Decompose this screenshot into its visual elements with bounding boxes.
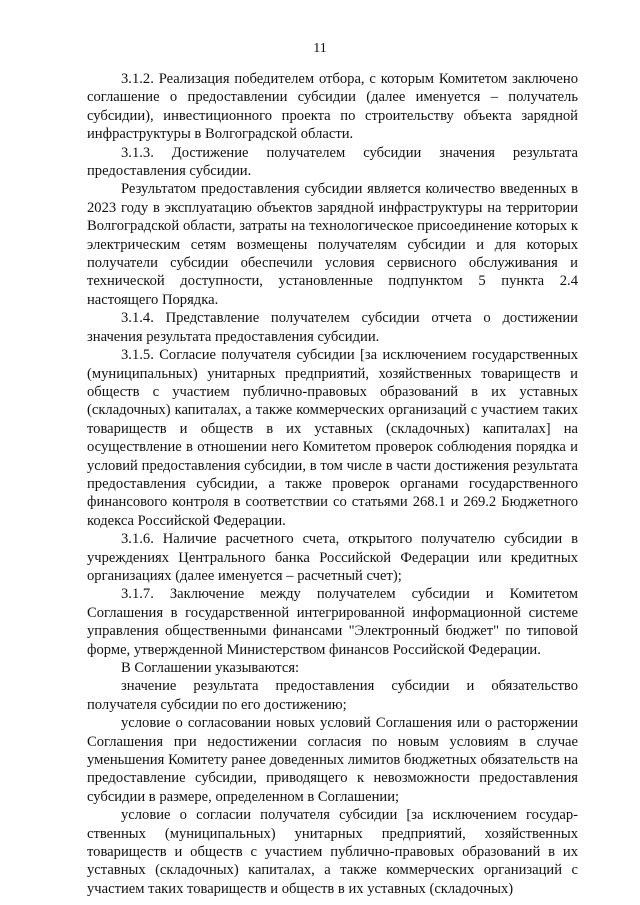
paragraph-3-1-5: 3.1.5. Согласие получателя субсидии [за исключением государственных (муниципальных) унитарных предприятий, хозяйственных товариществ и обществ с участием публично-правовых образований в их уставных (складочных) капиталах, а также коммерческих организаций с участием таких товариществ и обществ в их уставных (складочных) капиталах] на осуществление в отношении него Комитетом проверок соблюдения порядка и условий предоставления субсидии, в том числе в части достижения результата предоставления субсидии, а также проверок органами государственного финансового контроля в соответствии со статьями 268.1 и 269.2 Бюджетного кодекса Российской Федерации. bbox=[87, 347, 578, 529]
paragraph-result-definition: Результатом предоставления субсидии является количество введенных в 2023 году в эксплуатацию объектов зарядной инфраструктуры на территории Волгоградской области, затраты на технологическое присоединение которых к электрическим сетям возмещены получателям субсидии и для которых получатели субсидии обеспечили условия сервисного обслуживания и технической доступности, установленные подпунктом 5 пункта 2.4 настоящего Порядка. bbox=[87, 181, 578, 308]
paragraph-3-1-4: 3.1.4. Представление получателем субсидии отчета о достижении значения результата предоставления субсидии. bbox=[87, 310, 578, 345]
paragraph-agreement-item-3: условие о согласии получателя субсидии [за исключением государственных (муниципальных) унитарных предприятий, хозяйственных товариществ и обществ с участием публично-правовых образований в их уставных (складочных) капиталах, а также коммерческих организаций с участием таких товариществ и обществ в их уставных (складочных) bbox=[87, 807, 578, 897]
document-body bbox=[87, 70, 578, 898]
paragraph-agreement-item-2: условие о согласовании новых условий Соглашения или о расторжении Соглашения при недостижении согласия по новым условиям в случае уменьшения Комитету ранее доведенных лимитов бюджетных обязательств на предоставление субсидии, приводящего к невозможности предоставления субсидии в размере, определенном в Соглашении; bbox=[87, 715, 578, 805]
paragraph-3-1-7: 3.1.7. Заключение между получателем субсидии и Комитетом Соглашения в государственной интегрированной информационной системе управления общественными финансами "Электронный бюджет" по типовой форме, утвержденной Министерством финансов Российской Федерации. bbox=[87, 586, 578, 658]
paragraph-3-1-3: 3.1.3. Достижение получателем субсидии значения результата предоставления субсидии. bbox=[87, 144, 578, 180]
paragraph-agreement-intro: В Соглашении указываются: bbox=[121, 660, 300, 676]
paragraph-3-1-6: 3.1.6. Наличие расчетного счета, открытого получателю субсидии в учреждениях Центрального банка Российской Федерации или кредитных организациях (далее именуется – расчетный счет); bbox=[87, 531, 578, 584]
page-number: 11 bbox=[313, 41, 327, 56]
paragraph-3-1-2: 3.1.2. Реализация победителем отбора, с которым Комитетом заключено соглашение о предоставлении субсидии (далее именуется – получатель субсидии), инвестиционного проекта по строительству объекта зарядной инфраструктуры в Волгоградской области. bbox=[87, 71, 578, 143]
paragraph-agreement-item-1: значение результата предоставления субсидии и обязательство получателя субсидии по его достижению; bbox=[87, 678, 578, 713]
